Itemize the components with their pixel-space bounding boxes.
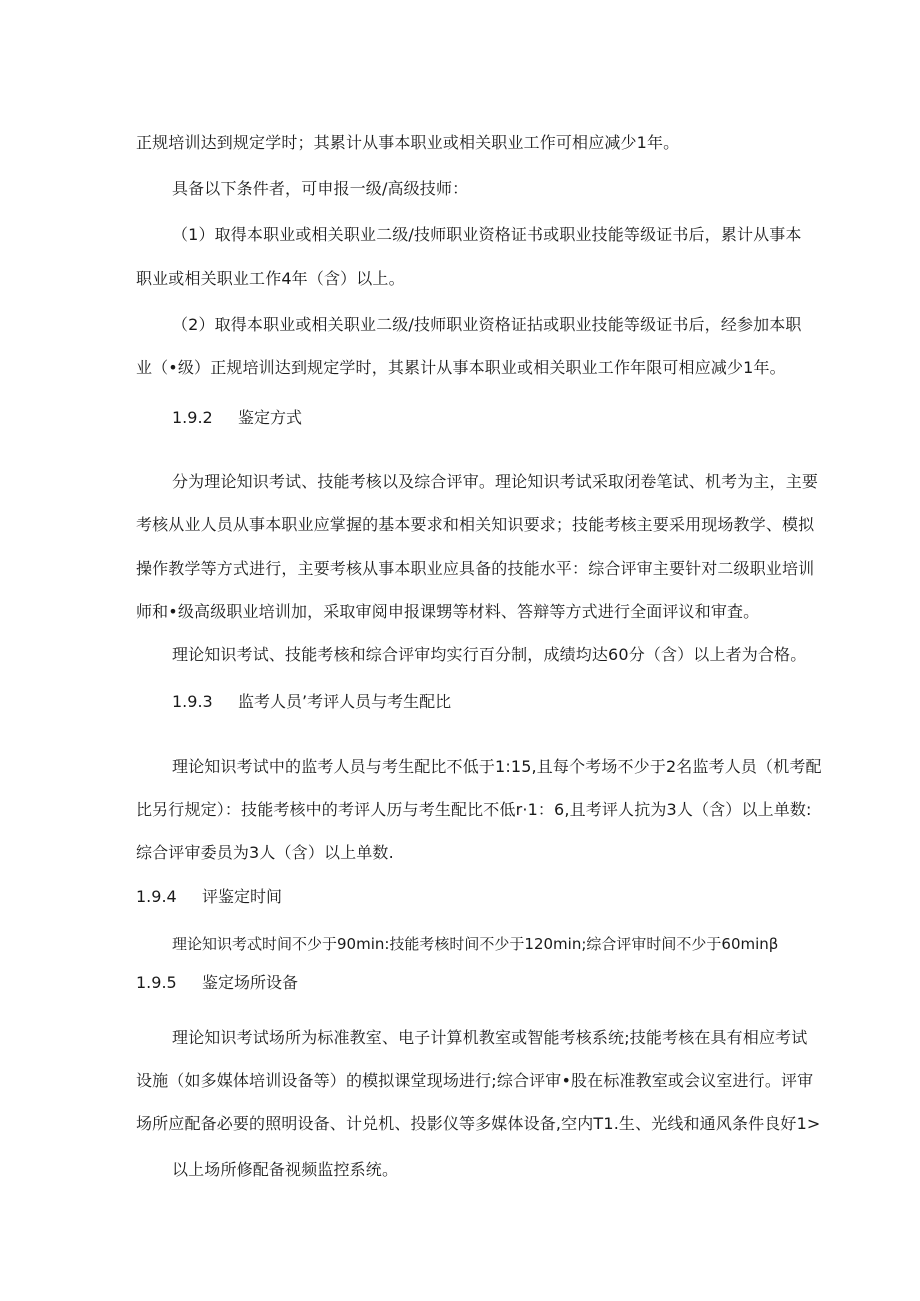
paragraph-line: 设施（如多媒体培训设备等）的模拟课堂现场进行;综合评审•股在标准教室或会议室进行。评审: [136, 1071, 814, 1090]
paragraph-line: 综合评审委员为3人（含）以上单数.: [136, 843, 394, 862]
section-number: 1.9.4: [136, 887, 177, 906]
section-number: 1.9.5: [136, 973, 177, 992]
section-number: 1.9.2: [172, 408, 213, 427]
paragraph-line: 比另行规定）：技能考核中的考评人历与考生配比不低r·1：6,且考评人抗为3人（含）以上单数:: [136, 800, 812, 819]
section-heading: [172, 692, 452, 712]
paragraph-line: （1）取得本职业或相关职业二级/技师职业资格证书或职业技能等级证书后，累计从事本: [172, 225, 802, 244]
section-title: 鉴定场所设备: [202, 973, 299, 992]
paragraph-line: 场所应配备必要的照明设备、计兑机、投影仪等多媒体设备,空内T1.生、光线和通风条件良好1>: [136, 1114, 821, 1133]
paragraph-line: 师和•级高级职业培训加，采取审阅申报课甥等材料、答辩等方式进行全面评议和审査。: [136, 602, 760, 621]
section-heading: [136, 973, 299, 993]
section-title: 鉴定方式: [238, 408, 303, 427]
paragraph-line: 理论知识考忒时间不少于90min:技能考核时间不少于120min;综合评审时间不少于60minβ: [172, 935, 779, 953]
paragraph-line: 正规培训达到规定学时；其累计从事本职业或相关职业工作可相应减少1年。: [136, 133, 680, 152]
section-heading: [172, 408, 303, 428]
paragraph-line: 考核从业人员从事本职业应掌握的基本要求和相关知识要求；技能考核主要采用现场教学、模拟: [136, 515, 815, 534]
paragraph-line: （2）取得本职业或相关职业二级/技师职业资格证拈或职业技能等级证书后，经参加本职: [172, 315, 802, 334]
paragraph-line: 职业或相关职业工作4年（含）以上。: [136, 269, 405, 288]
section-heading: [136, 887, 283, 907]
paragraph-line: 理论知识考试中的监考人员与考生配比不低于1:15,且每个考场不少于2名监考人员（机考配: [172, 757, 822, 776]
paragraph-line: 操作教学等方式进行，主要考核从事本职业应具备的技能水平：综合评审主要针对二级职业培训: [136, 559, 815, 578]
paragraph-line: 理论知识考试场所为标准教室、电子计算机教室或智能考核系统;技能考核在具有相应考试: [172, 1028, 808, 1047]
paragraph-line: 业（•级）正规培训达到规定学时，其累计从事本职业或相关职业工作年限可相应减少1年。: [136, 358, 786, 377]
section-number: 1.9.3: [172, 692, 213, 711]
paragraph-line: 具备以下条件者，可申报一级/高级技师：: [172, 179, 469, 198]
section-title: 评鉴定时间: [202, 887, 283, 906]
paragraph-line: 理论知识考试、技能考核和综合评审均实行百分制，成绩均达60分（含）以上者为合格。: [172, 645, 807, 664]
paragraph-line: 以上场所修配备视频监控系统。: [172, 1160, 399, 1179]
section-title: 监考人员’考评人员与考生配比: [238, 692, 452, 711]
paragraph-line: 分为理论知识考试、技能考核以及综合评审。理论知识考试采取闭卷笔试、机考为主，主要: [172, 472, 819, 491]
